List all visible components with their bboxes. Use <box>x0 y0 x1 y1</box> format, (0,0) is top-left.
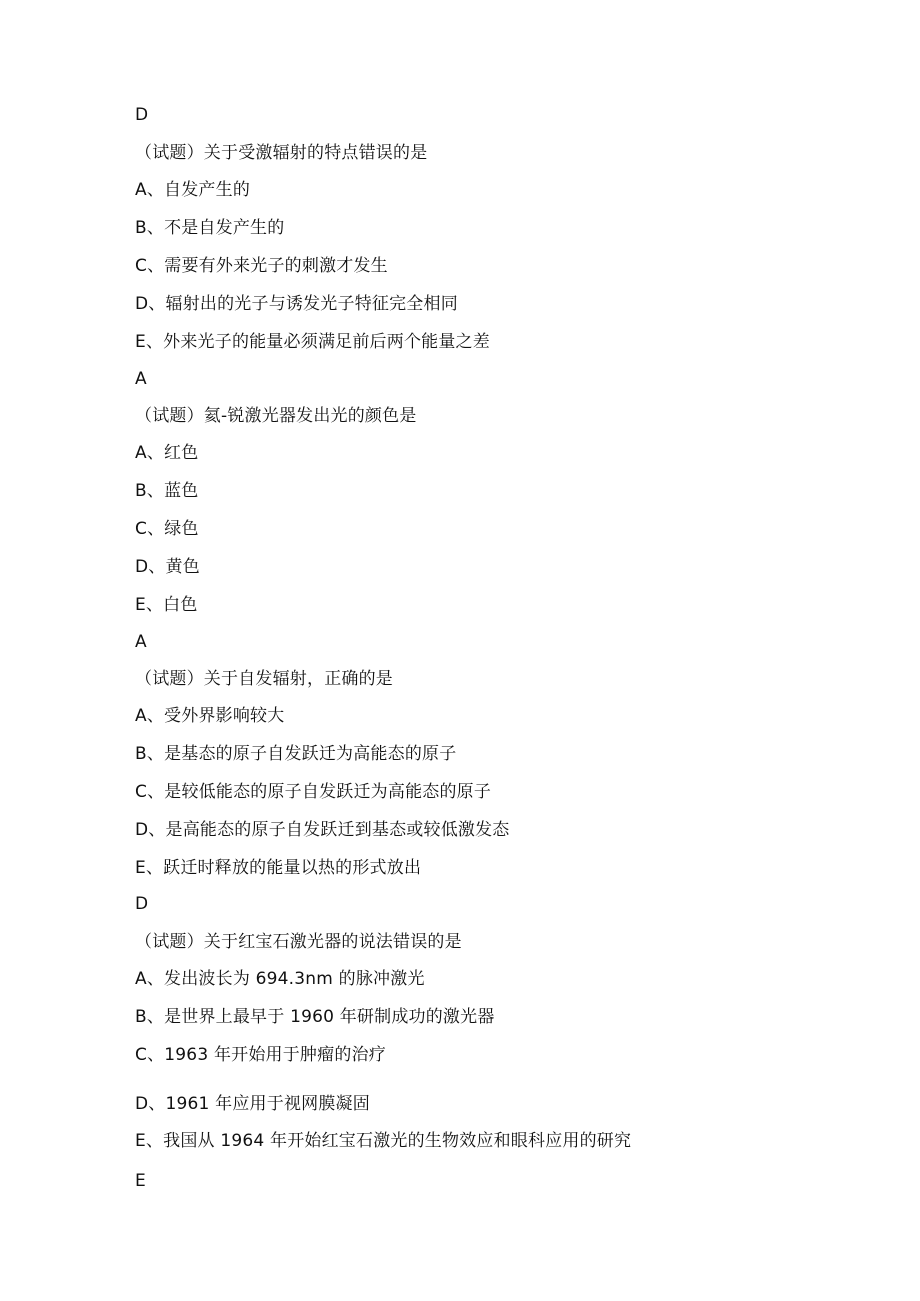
option-line: B、是基态的原子自发跃迁为高能态的原子 <box>135 744 457 764</box>
option-line: C、是较低能态的原子自发跃迁为高能态的原子 <box>135 782 492 802</box>
option-line: D、1961 年应用于视网膜凝固 <box>135 1094 370 1114</box>
option-line: D、是高能态的原子自发跃迁到基态或较低激发态 <box>135 820 510 840</box>
option-line: A、红色 <box>135 443 199 463</box>
answer-line: D <box>135 894 149 914</box>
option-line: E、我国从 1964 年开始红宝石激光的生物效应和眼科应用的研究 <box>135 1131 632 1151</box>
option-line: A、受外界影响较大 <box>135 706 285 726</box>
option-line: C、需要有外来光子的刺激才发生 <box>135 256 388 276</box>
option-line: B、是世界上最早于 1960 年研制成功的激光器 <box>135 1007 495 1027</box>
question-line: （试题）关于自发辐射，正确的是 <box>135 669 393 689</box>
answer-line: A <box>135 369 147 389</box>
question-line: （试题）氦-锐激光器发出光的颜色是 <box>135 406 417 426</box>
question-line: （试题）关于红宝石激光器的说法错误的是 <box>135 932 462 952</box>
question-line: （试题）关于受激辐射的特点错误的是 <box>135 143 428 163</box>
answer-line: D <box>135 105 149 125</box>
answer-line: A <box>135 632 147 652</box>
option-line: C、1963 年开始用于肿瘤的治疗 <box>135 1045 386 1065</box>
option-line: E、外来光子的能量必须满足前后两个能量之差 <box>135 332 490 352</box>
option-line: D、辐射出的光子与诱发光子特征完全相同 <box>135 294 458 314</box>
option-line: C、绿色 <box>135 519 199 539</box>
option-line: B、蓝色 <box>135 481 199 501</box>
answer-line: E <box>135 1171 146 1191</box>
option-line: A、发出波长为 694.3nm 的脉冲激光 <box>135 969 425 989</box>
option-line: A、自发产生的 <box>135 180 251 200</box>
option-line: D、黄色 <box>135 557 200 577</box>
option-line: E、跃迁时释放的能量以热的形式放出 <box>135 858 422 878</box>
option-line: E、白色 <box>135 595 198 615</box>
option-line: B、不是自发产生的 <box>135 218 285 238</box>
